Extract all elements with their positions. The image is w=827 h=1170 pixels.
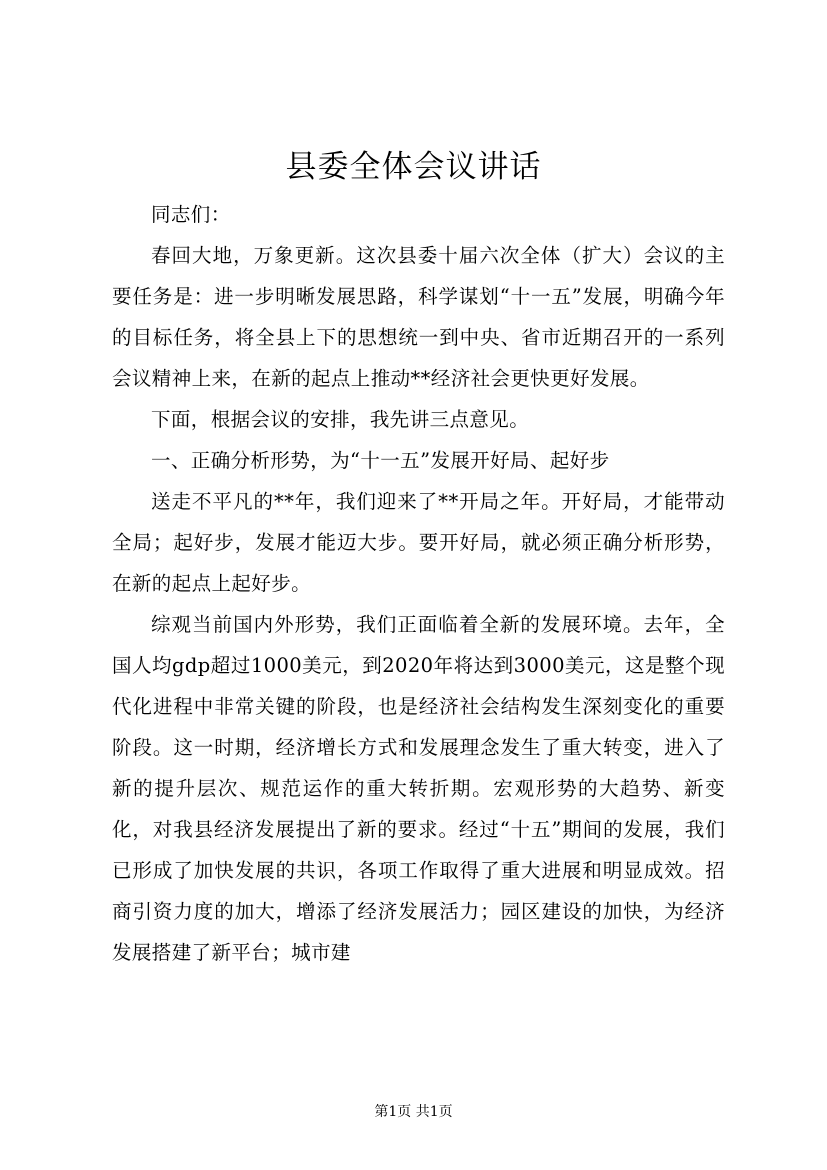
- paragraph-start-of-year: 送走不平凡的**年，我们迎来了**开局之年。开好局，才能带动全局；起好步，发展才能迈大步。要开好局，就必须正确分析形势，在新的起点上起好步。: [112, 490, 725, 595]
- paragraph-situation-analysis: 综观当前国内外形势，我们正面临着全新的发展环境。去年，全国人均gdp超过1000美元，到2020年将达到3000美元，这是整个现代化进程中非常关键的阶段，也是经济社会结构发生深刻变化的重要阶段。这一时期，经济增长方式和发展理念发生了重大转变，进入了新的提升层次、规范运作的重大转折期。宏观形势的大趋势、新变化，对我县经济发展提出了新的要求。经过“十五”期间的发展，我们已形成了加快发展的共识，各项工作取得了重大进展和明显成效。招商引资力度的加大，增添了经济发展活力；园区建设的加快，为经济发展搭建了新平台；城市建: [112, 613, 725, 964]
- document-body: [112, 194, 725, 973]
- paragraph-salutation: 同志们：: [151, 203, 231, 226]
- page-footer: 第1页 共1页: [374, 1104, 453, 1120]
- section-heading-one: 一、正确分析形势，为“十一五”发展开好局、起好步: [151, 449, 610, 472]
- document-title: 县委全体会议讲话: [285, 149, 542, 185]
- paragraph-introduction: 春回大地，万象更新。这次县委十届六次全体（扩大）会议的主要任务是：进一步明晰发展思路，科学谋划“十一五”发展，明确今年的目标任务，将全县上下的思想统一到中央、省市近期召开的一系列会议精神上来，在新的起点上推动**经济社会更快更好发展。: [112, 244, 725, 390]
- paragraph-transition: 下面，根据会议的安排，我先讲三点意见。: [151, 408, 530, 431]
